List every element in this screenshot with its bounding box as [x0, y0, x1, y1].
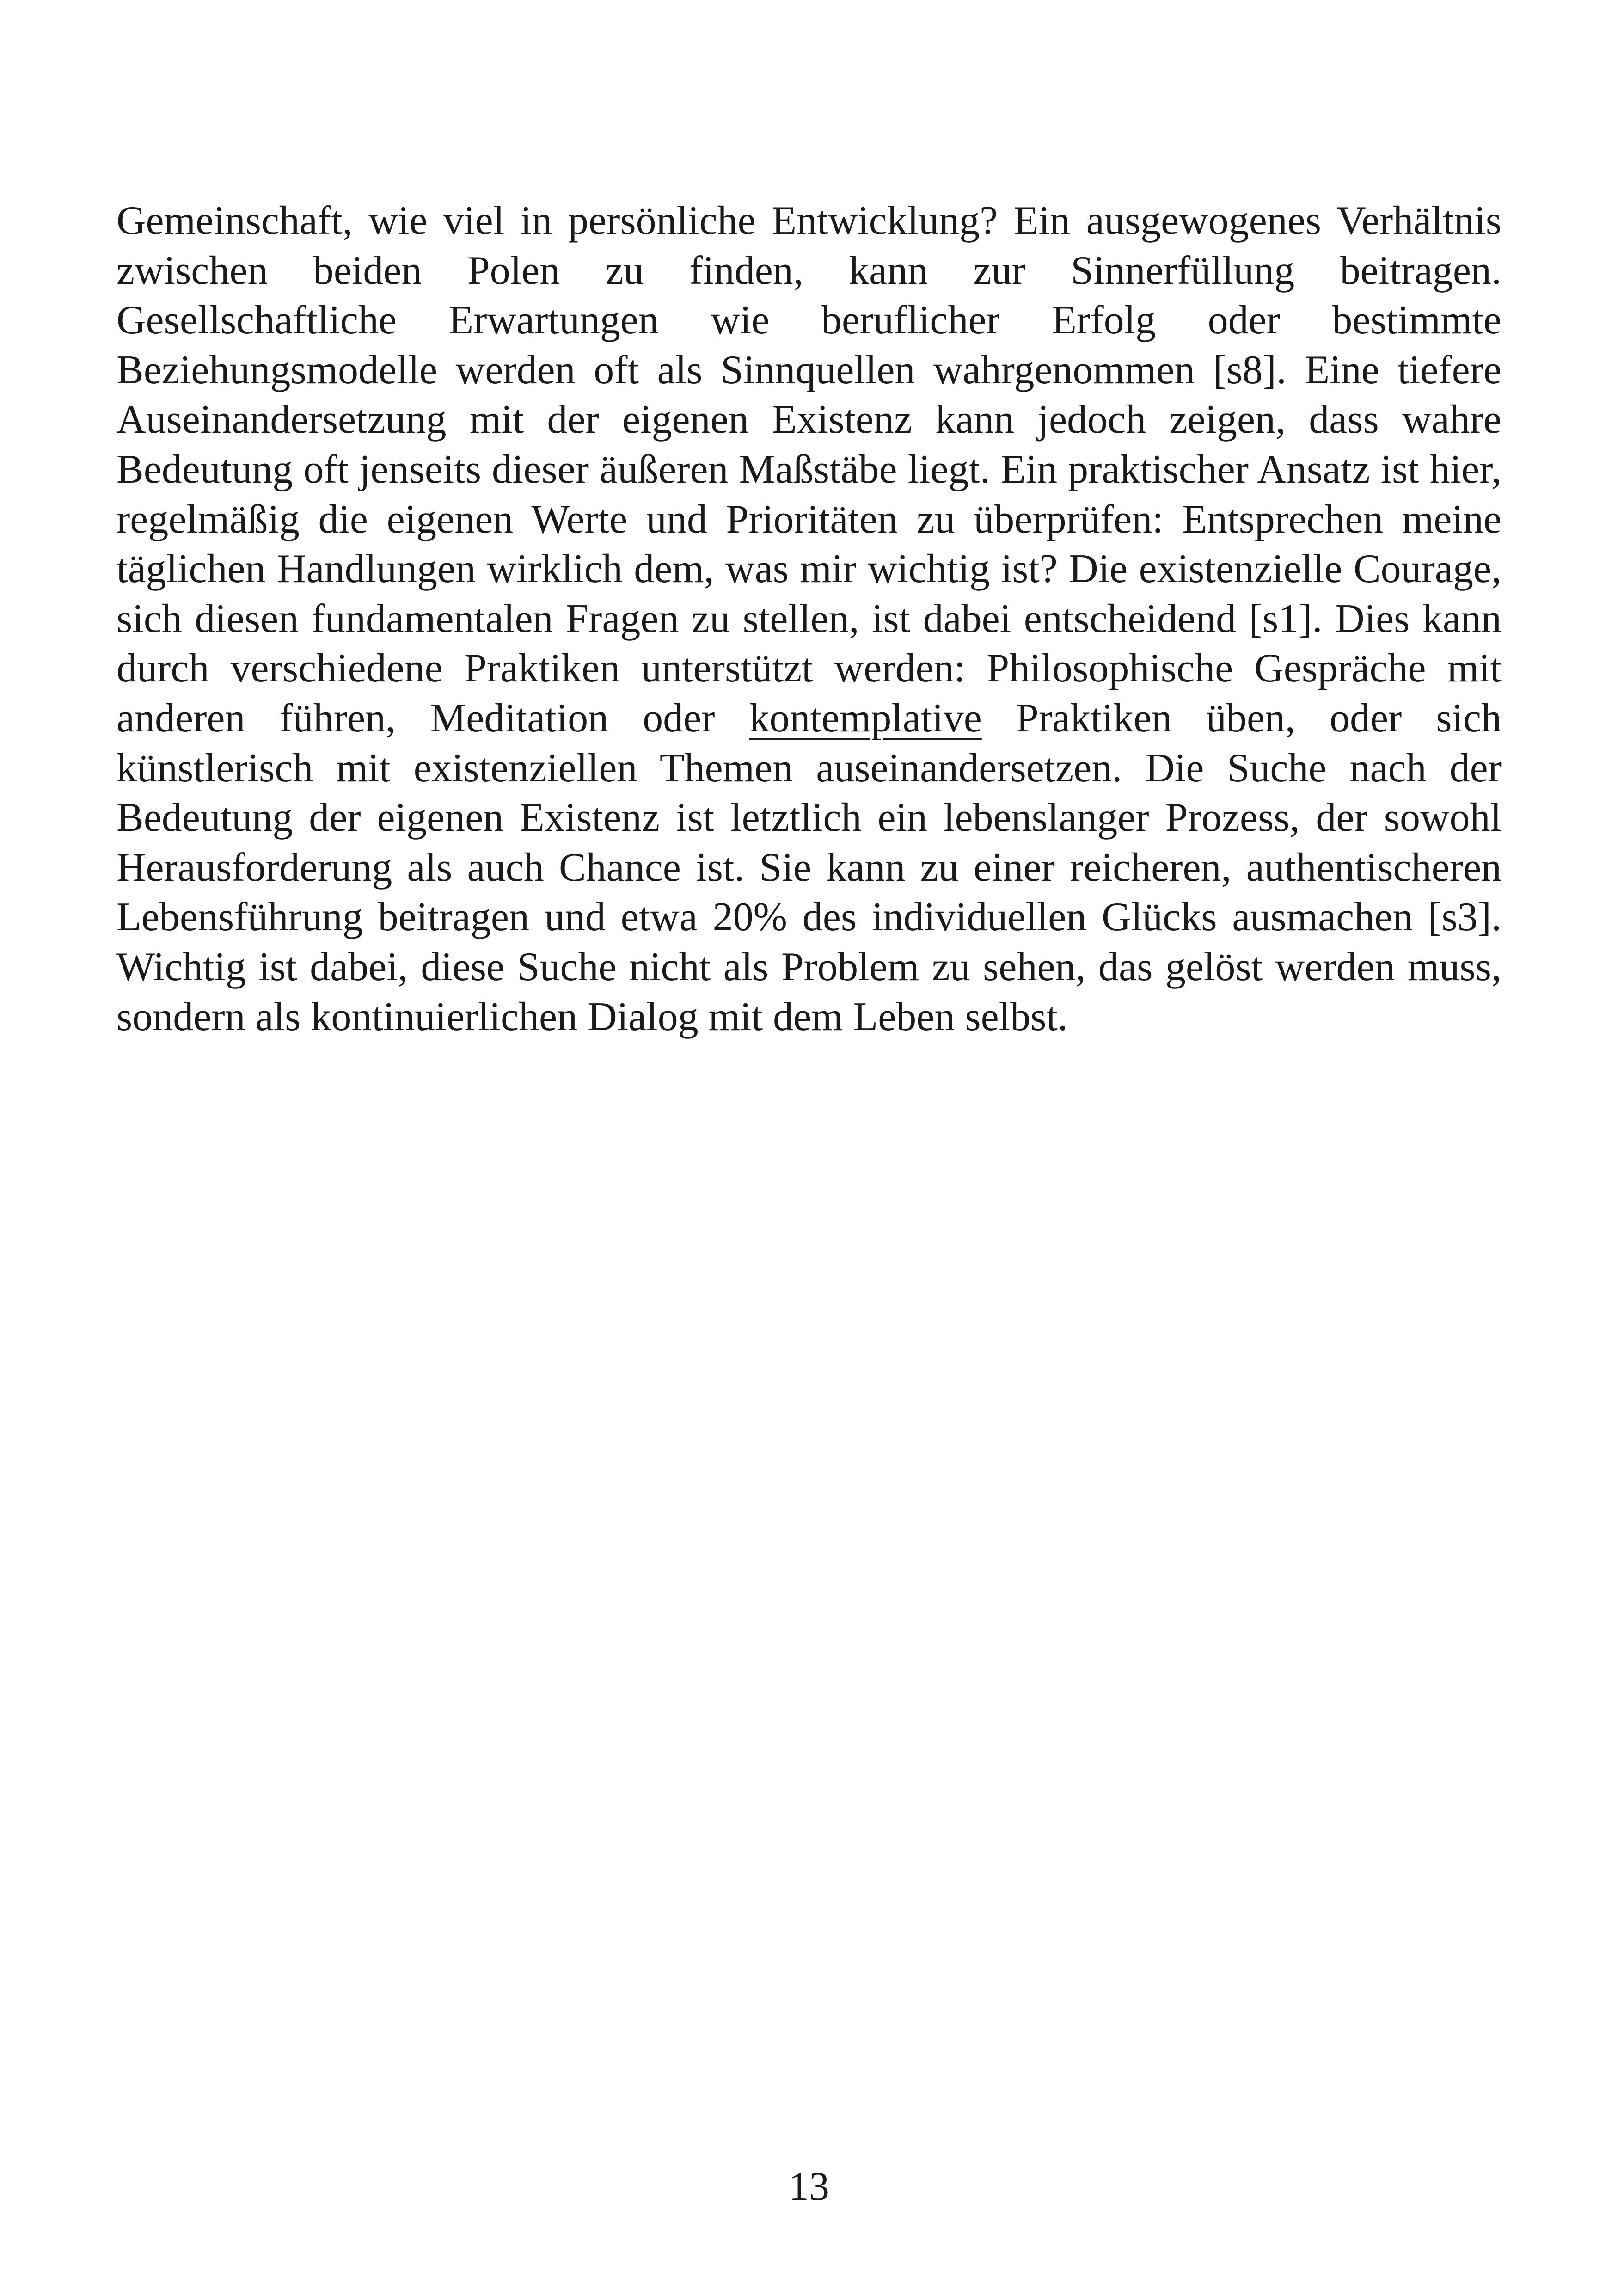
paragraph-text-start: Gemeinschaft, wie viel in persönliche Entwicklung? Ein ausgewogenes Verhältnis zwischen beiden Polen zu finden, kann zur Sinnerfüllung beitragen. Gesellschaftliche Erwartungen wie beruflicher Erfolg oder bestimmte Beziehungsmodelle werden oft als Sinnquellen wahrgenommen [s8]. Eine tiefere Auseinandersetzung mit der eigenen Existenz kann jedoch zeigen, dass wahre Bedeutung oft jenseits dieser äußeren Maßstäbe liegt. Ein praktischer Ansatz ist hier, regelmäßig die eigenen Werte und Prioritäten zu überprüfen: Entsprechen meine täglichen Handlungen wirklich dem, was mir wichtig ist? Die existenzielle Courage, sich diesen fundamentalen Fragen zu stellen, ist dabei entscheidend [s1]. Dies kann durch verschiedene Praktiken unterstützt werden: Philosophische Gespräche mit anderen führen, Meditation oder — [116, 198, 1502, 741]
paragraph-text-end: Praktiken üben, oder sich künstlerisch mit existenziellen Themen auseinandersetzen. Die Suche nach der Bedeutung der eigenen Existenz ist letztlich ein lebenslanger Prozess, der sowohl Herausforderung als auch Chance ist. Sie kann zu einer reicheren, authentischeren Lebensführung beitragen und etwa 20% des individuellen Glücks ausmachen [s3]. Wichtig ist dabei, diese Suche nicht als Problem zu sehen, das gelöst werden muss, sondern als kontinuierlichen Dialog mit dem Leben selbst. — [116, 695, 1502, 1039]
underlined-word: kontemplative — [749, 695, 982, 741]
body-paragraph — [116, 196, 1502, 1042]
page-number: 13 — [789, 2164, 829, 2209]
